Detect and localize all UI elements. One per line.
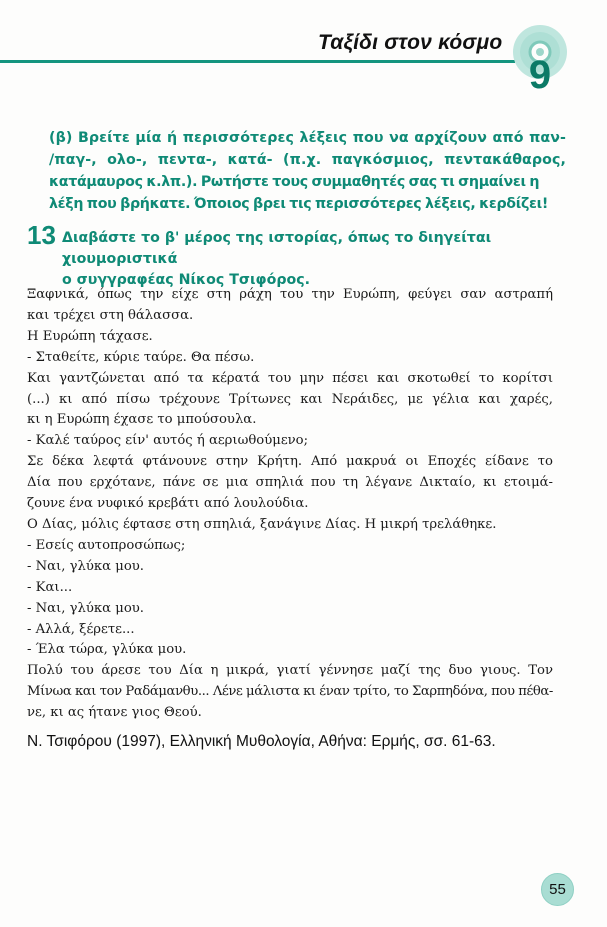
exercise-13-instructions xyxy=(62,228,567,291)
story-line: κι η Ευρώπη έχασε το μπούσουλα. xyxy=(27,412,257,428)
story-line: Ο Δίας, μόλις έφτασε στη σπηλιά, ξανάγινε Δίας. Η μικρή τρελάθηκε. xyxy=(27,516,497,532)
story-line: Ξαφνικά, όπως την είχε στη ράχη του την Ευρώπη, φεύγει σαν αστραπή xyxy=(27,287,553,302)
story-line: - Σταθείτε, κύριε ταύρε. Θα πέσω. xyxy=(27,349,255,365)
story-line: - Ναι, γλύκα μου. xyxy=(27,600,144,616)
exercise-b-line: κατάμαυρος κ.λπ.). Ρωτήστε τους συμμαθητές σας τι σημαίνει η xyxy=(49,174,540,190)
exercise-b-line: λέξη που βρήκατε. Όποιος βρει τις περισσότερες λέξεις, κερδίζει! xyxy=(49,196,549,212)
exercise-13-line: ο συγγραφέας Νίκος Τσιφόρος. xyxy=(62,272,311,288)
exercise-b-line: /παγ-, ολο-, πεντα-, κατά- (π.χ. παγκόσμιος, πεντακάθαρος, xyxy=(49,152,566,168)
chapter-title: Ταξίδι στον κόσμο xyxy=(318,31,503,54)
citation: Ν. Τσιφόρου (1997), Ελληνική Μυθολογία, Αθήνα: Ερμής, σσ. 61-63. xyxy=(27,733,496,750)
story-line: Και γαντζώνεται από τα κέρατά του μην πέσει και σκοτωθεί το κορίτσι xyxy=(27,370,553,386)
story-line: Δία που ερχότανε, πάνε σε μια σπηλιά που τη λέγανε Δικταίο, κι ετοιμά- xyxy=(27,475,553,491)
story-line: Μίνωα και τον Ραδάμανθυ... Λένε μάλιστα κι έναν τρίτο, το Σαρπηδόνα, που πέθα- xyxy=(27,684,553,700)
story-line: Η Ευρώπη τάχασε. xyxy=(27,328,153,344)
header-rule xyxy=(0,60,515,63)
story-line: - Έλα τώρα, γλύκα μου. xyxy=(27,642,187,658)
story-line: - Καλέ ταύρος είν' αυτός ή αεριωθούμενο; xyxy=(27,433,309,449)
chapter-disc-icon xyxy=(510,22,570,98)
page-number: 55 xyxy=(541,873,574,906)
story-line: - Και... xyxy=(27,579,73,595)
story-line: - Εσείς αυτοπροσώπως; xyxy=(27,537,186,553)
story-line: και τρέχει στη θάλασσα. xyxy=(27,307,194,323)
exercise-b-line: (β) Βρείτε μία ή περισσότερες λέξεις που να αρχίζουν από παν- xyxy=(49,130,566,146)
story-line: Σε δέκα λεφτά φτάνουνε στην Κρήτη. Από μακρυά οι Εποχές είδανε το xyxy=(27,454,553,470)
exercise-b xyxy=(49,127,566,215)
story-line: ζουνε ένα νυφικό κρεβάτι από λουλούδια. xyxy=(27,496,309,512)
story-line: - Αλλά, ξέρετε... xyxy=(27,621,135,637)
exercise-13-number: 13 xyxy=(27,220,56,250)
story-line: νε, κι ας ήτανε γιος Θεού. xyxy=(27,705,202,721)
exercise-13-line: Διαβάστε το β' μέρος της ιστορίας, όπως το διηγείται χιουμοριστικά xyxy=(62,230,492,267)
story-line: Πολύ του άρεσε του Δία η μικρά, γιατί γέννησε μαζί της δυο γιους. Τον xyxy=(27,663,553,679)
chapter-number: 9 xyxy=(528,53,552,97)
story-line: - Ναι, γλύκα μου. xyxy=(27,558,144,574)
chapter-badge xyxy=(510,22,570,98)
story-text xyxy=(27,285,553,724)
story-line: (...) κι από πίσω τρέχουνε Τρίτωνες και Νεράιδες, με γέλια και χαρές, xyxy=(27,391,553,407)
